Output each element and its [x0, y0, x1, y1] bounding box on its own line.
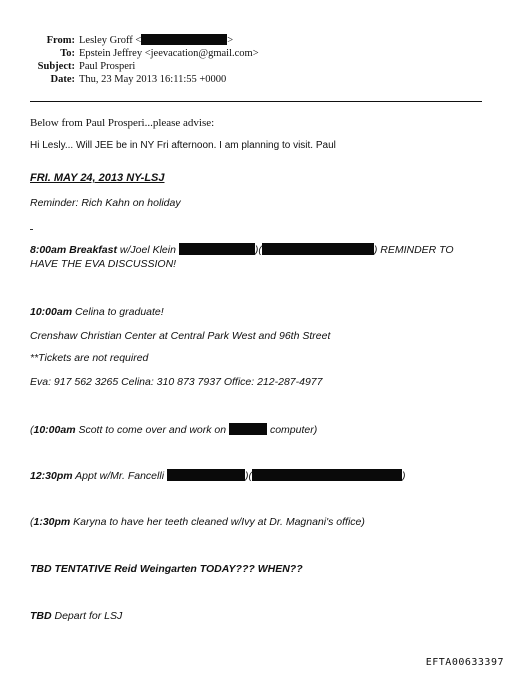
date-label: Date: [50, 74, 75, 85]
to-value: Epstein Jeffrey <jeevacation@gmail.com> [79, 48, 259, 59]
reminder-line: Reminder: Rich Kahn on holiday [30, 197, 181, 209]
header-divider [30, 101, 482, 102]
header-to [0, 47, 512, 60]
date-value: Thu, 23 May 2013 16:11:55 +0000 [79, 74, 227, 85]
document-id: EFTA00633397 [425, 657, 504, 668]
redaction-box [141, 34, 227, 45]
tbd-depart-line: TBD Depart for LSJ [30, 610, 123, 622]
redaction-box [167, 469, 245, 481]
phones-line: Eva: 917 562 3265 Celina: 310 873 7937 Office: 212-287-4977 [30, 376, 323, 388]
dash-mark [30, 229, 33, 230]
header-from [0, 34, 512, 47]
subject-label: Subject: [37, 61, 75, 72]
day-heading: FRI. MAY 24, 2013 NY-LSJ [30, 172, 165, 184]
redaction-box [262, 243, 374, 255]
header-subject [0, 60, 512, 73]
from-label: From: [46, 35, 75, 46]
intro-line: Below from Paul Prosperi...please advise: [30, 117, 215, 129]
header-date [0, 73, 512, 86]
scott-line: (10:00am Scott to come over and work on computer) [30, 424, 318, 436]
breakfast-line-2: HAVE THE EVA DISCUSSION! [30, 258, 177, 270]
redaction-box [229, 423, 267, 435]
redaction-box [252, 469, 402, 481]
subject-value: Paul Prosperi [79, 61, 136, 72]
breakfast-line: 8:00am Breakfast w/Joel Klein )( ) REMINDER TO [30, 244, 454, 256]
to-label: To: [60, 48, 75, 59]
from-value: Lesley Groff < > [79, 35, 234, 46]
tickets-line: **Tickets are not required [30, 352, 149, 364]
tbd-tentative-line: TBD TENTATIVE Reid Weingarten TODAY??? WHEN?? [30, 563, 303, 575]
forwarded-message: Hi Lesly... Will JEE be in NY Fri afternoon. I am planning to visit. Paul [30, 140, 336, 151]
karyna-line: (1:30pm Karyna to have her teeth cleaned w/Ivy at Dr. Magnani's office) [30, 516, 365, 528]
redaction-box [179, 243, 255, 255]
celina-line: 10:00am Celina to graduate! [30, 306, 164, 318]
fancelli-line: 12:30pm Appt w/Mr. Fancelli )( ) [30, 470, 406, 482]
venue-line: Crenshaw Christian Center at Central Park West and 96th Street [30, 330, 331, 342]
